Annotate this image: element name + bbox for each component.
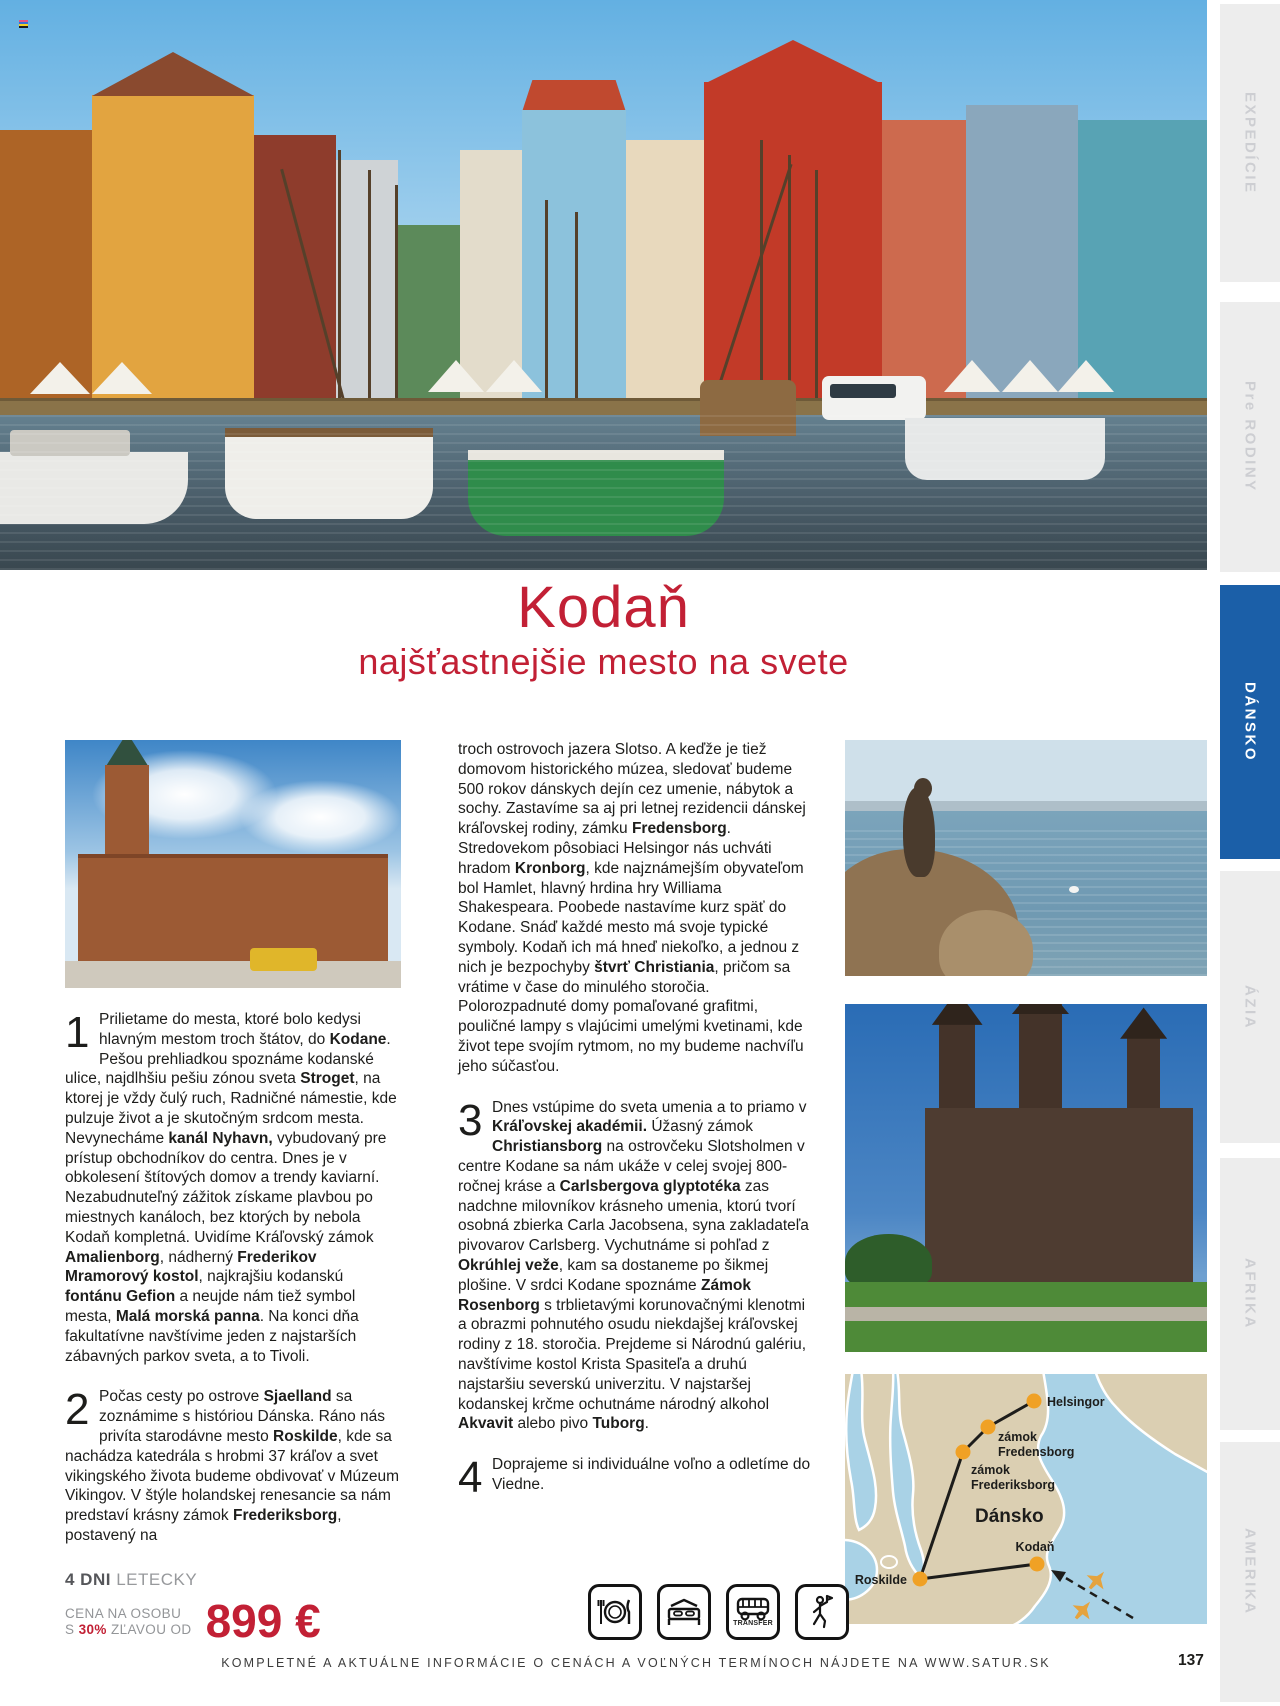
decorative-shape xyxy=(105,765,149,864)
day-4-paragraph: 4 Doprajeme si individuálne voľno a odletíme do Viedne. xyxy=(458,1453,811,1503)
decorative-shape xyxy=(845,1234,932,1290)
city-hall-photo xyxy=(65,740,401,988)
rosenborg-castle-photo xyxy=(845,1004,1207,1352)
map-label-helsingor: Helsingor xyxy=(1047,1395,1105,1409)
page-subtitle: najšťastnejšie mesto na svete xyxy=(358,640,849,682)
decorative-shape xyxy=(1012,1004,1070,1014)
page-number: 137 xyxy=(1178,1652,1204,1669)
discount-value: 30% xyxy=(78,1621,107,1637)
decorative-shape xyxy=(822,376,926,420)
route-map xyxy=(845,1374,1207,1624)
price-labels xyxy=(65,1601,192,1637)
day-number: 4 xyxy=(458,1453,483,1503)
decorative-shape xyxy=(395,185,398,430)
decorative-shape xyxy=(522,110,626,400)
day-2-paragraph: 2 Počas cesty po ostrove Sjaelland sa zoznámime s históriou Dánska. Ráno nás privíta starodávne mesto Roskilde, kde sa nachádza katedrála s hrobmi 37 kráľov a svet vikingského života budeme obdivovať v Múzeum Vikingov. V štýle holandskej renesancie sa nám predstaví krásny zámok Frederiksborg, postavený na xyxy=(65,1385,400,1544)
little-mermaid-photo xyxy=(845,740,1207,976)
decorative-shape xyxy=(925,1108,1193,1289)
decorative-shape xyxy=(704,40,882,84)
column-1 xyxy=(65,740,401,1567)
day-number: 3 xyxy=(458,1095,483,1145)
accommodation-icon xyxy=(657,1584,711,1640)
map-label-fredensborg-2: Fredensborg xyxy=(998,1445,1075,1459)
map-label-fredensborg-1: zámok xyxy=(998,1430,1037,1444)
sidebar-tab-amerika[interactable] xyxy=(1220,1442,1280,1702)
decorative-shape xyxy=(92,52,254,96)
price-label-post: ZĽAVOU OD xyxy=(106,1621,192,1637)
transfer-icon xyxy=(726,1584,780,1640)
decorative-shape xyxy=(92,95,254,400)
day-3-paragraph: 3 Dnes vstúpime do sveta umenia a to priamo v Kráľovskej akadémii. Úžasný zámok Christiansborg na ostrovčeku Slotsholmen v centre Kodane sa nám ukáže v celej svojej 800-ročnej kráse a Carlsbergova glyptotéka zas nadchne milovníkov krásneho umenia, ktorú tvorí osobná zbierka Carla Jacobsena, syna zakladateľa pivovarov Carlsberg. Vychutnáme si pohľad z Okrúhlej veže, kam sa dostaneme po šikmej plošine. V srdci Kodane spoznáme Zámok Rosenborg s trblietavými korunovačnými klenotmi a obrazmi pohnutého osudu niekdajšej kráľovskej rodiny z 18. storočia. Prejdeme si Národnú galériu, navštívime kostol Krista Spasiteľa a druhú najstaršiu severskú univerzitu. V najstaršej kodanskej krčme ochutnáme národný alkohol Akvavit alebo pivo Tuborg. xyxy=(458,1095,809,1433)
map-label-country: Dánsko xyxy=(975,1506,1044,1527)
decorative-shape xyxy=(65,961,401,988)
sidebar-tab-label: AMERIKA xyxy=(1241,1528,1259,1616)
sidebar-tab--zia[interactable] xyxy=(1220,871,1280,1143)
sidebar-tab-exped-cie[interactable] xyxy=(1220,4,1280,282)
offer-block xyxy=(65,1570,321,1647)
decorative-shape xyxy=(966,105,1078,400)
page-title: Kodaň xyxy=(517,575,690,640)
decorative-shape xyxy=(522,80,626,112)
column-2 xyxy=(458,740,815,1516)
map-label-roskilde: Roskilde xyxy=(854,1573,907,1587)
price-label-pre: S xyxy=(65,1621,79,1637)
meals-icon xyxy=(588,1584,642,1640)
trip-duration-days: 4 DNI xyxy=(65,1570,111,1589)
sidebar-tab-label: Pre RODINY xyxy=(1241,381,1259,493)
transfer-icon-label: TRANSFER xyxy=(733,1620,773,1627)
decorative-shape xyxy=(250,948,317,970)
walking-icon xyxy=(795,1584,849,1640)
decorative-shape xyxy=(882,120,966,400)
sidebar-tab-d-nsko[interactable] xyxy=(1220,585,1280,859)
decorative-shape xyxy=(830,384,896,398)
decorative-shape xyxy=(0,415,1207,570)
sidebar-tab-label: DÁNSKO xyxy=(1241,681,1259,762)
sidebar-tab-afrika[interactable] xyxy=(1220,1158,1280,1430)
decorative-shape xyxy=(845,1307,1207,1321)
price-value: 899 € xyxy=(205,1595,321,1647)
decorative-shape xyxy=(914,778,932,799)
decorative-shape xyxy=(368,170,371,430)
decorative-shape xyxy=(336,160,398,400)
day-number: 2 xyxy=(65,1385,90,1435)
sidebar-tab-label: ÁZIA xyxy=(1241,984,1259,1030)
decorative-shape xyxy=(1078,120,1207,400)
decorative-shape xyxy=(78,854,387,967)
sidebar-tab-label: AFRIKA xyxy=(1241,1258,1259,1330)
trip-duration-transport: LETECKY xyxy=(110,1570,198,1589)
map-label-frederiksborg-2: Frederiksborg xyxy=(971,1478,1056,1492)
decorative-shape xyxy=(932,1004,983,1025)
sidebar-tab-label: EXPEDÍCIE xyxy=(1241,91,1259,195)
decorative-shape xyxy=(626,140,704,400)
map-label-frederiksborg-1: zámok xyxy=(971,1463,1010,1477)
decorative-shape xyxy=(240,780,401,854)
trip-duration xyxy=(65,1570,321,1590)
day-number: 1 xyxy=(65,1008,90,1057)
page-heading xyxy=(0,576,1207,683)
nyhavn-photo xyxy=(0,0,1207,570)
map-label-kodan: Kodaň xyxy=(1015,1540,1055,1554)
footer-note: KOMPLETNÉ A AKTUÁLNE INFORMÁCIE O CENÁCH A VOĽNÝCH TERMÍNOCH NÁJDETE NA WWW.SATUR.SK xyxy=(221,1656,1051,1670)
service-icons xyxy=(588,1584,849,1640)
price-label-line1: CENA NA OSOBU xyxy=(65,1606,182,1621)
print-color-mark xyxy=(19,20,28,28)
day-1-paragraph: 1 Prilietame do mesta, ktoré bolo kedysi hlavným mestom troch štátov, do Kodane. Pešou prehliadkou spoznáme kodanské ulice, najdlhšiu pešiu zónou sveta Stroget, na ktorej je vždy čulý ruch, Radničné námestie, kde pulzuje život a je skutočným srdcom mesta. Nevynecháme kanál Nyhavn, vybudovaný pre prístup obchodníkov do centra. Dnes je v obkolesení štítových domov a trendy kaviarní. Nezabudnuteľný zážitok získame plavbou po miestnych kanáloch, bez ktorých by nebola Kodaň kompletná. Uvidíme Kráľovský zámok Amalienborg, nádherný Frederikov Mramorový kostol, najkrajšiu kodanskú fontánu Gefion a neujde nám tiež symbol mesta, Malá morská panna. Na konci dňa fakultatívne navštívime jeden z najstarších zábavných parkov sveta, a to Tivoli. xyxy=(65,1008,397,1365)
sidebar-tab-pre-rodiny[interactable] xyxy=(1220,302,1280,572)
decorative-shape xyxy=(0,130,92,400)
decorative-shape xyxy=(254,135,336,400)
day-continuation-paragraph: troch ostrovoch jazera Slotso. A keďže je tiež domovom historického múzea, sledovať budeme 500 rokov dánskych dejín cez umenie, nábytok a sochy. Zastavíme sa aj pri letnej rezidencii dánskej kráľovskej rodiny, zámku Fredensborg. Stredovekom pôsobiaci Helsingor nás uchváti hradom Kronborg, kde najznámejším obyvateľom bol Hamlet, hlavný hrdina hry Williama Shakespeara. Poobede nastavíme kurz späť do Kodane. Snáď každé mesto má svoje typické symboly. Kodaň ich má hneď niekoľko, a jednou z nich je bezpochyby štvrť Christiania, pričom sa vrátime v čase do minulého storočia. Polorozpadnuté domy pomaľované grafitmi, pouličné lampy s vlajúcimi umelými kvetinami, kde život tepe svojím rytmom, no my budeme nachvíľu jeho súčasťou. xyxy=(458,741,806,1075)
decorative-shape xyxy=(1120,1007,1167,1038)
